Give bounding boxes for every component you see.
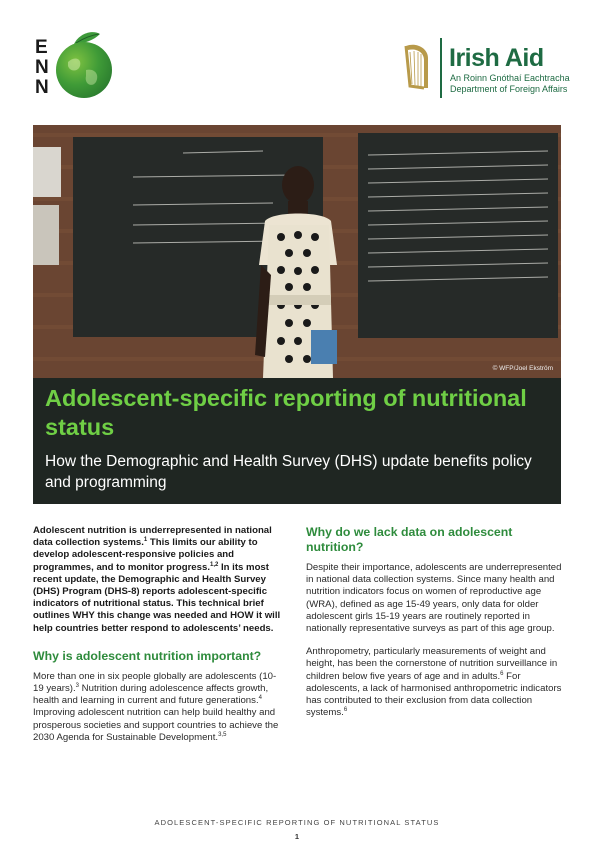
hero-photo	[33, 125, 561, 378]
logo-divider	[440, 38, 442, 98]
left-column	[33, 525, 283, 755]
section-heading-why-lack-data: Why do we lack data on adolescent nutrition?	[306, 525, 513, 554]
document-title: Adolescent-specific reporting of nutritional status	[45, 385, 527, 440]
enn-letter: N	[35, 77, 49, 98]
irish-aid-name: Irish Aid	[449, 44, 544, 72]
page-number: 1	[294, 832, 300, 841]
irish-aid-subtitle-irish: An Roinn Gnóthaí Eachtracha	[450, 73, 570, 83]
enn-globe-icon	[56, 42, 112, 98]
enn-logo-text	[35, 38, 51, 98]
harp-icon	[402, 42, 432, 92]
enn-letter: N	[35, 57, 49, 78]
page-header	[0, 0, 594, 125]
photo-credit: © WFP/Joel Ekström	[492, 365, 553, 372]
running-footer-title: ADOLESCENT-SPECIFIC REPORTING OF NUTRITIONAL STATUS	[154, 818, 440, 827]
enn-letter: E	[35, 37, 48, 58]
title-band	[33, 378, 561, 504]
classroom-photo-illustration	[33, 125, 561, 378]
body-paragraph: More than one in six people globally are adolescents (10-19 years).$^3$ Nutrition during adolescence affects growth, health and learning in current and future generations.$^4$ Improving adolescent nutrition can help build healthy and prosperous societies and support countries to achieve the 2030 Agenda for Sustainable Development.$^{3,5}$	[33, 670, 279, 743]
irish-aid-subtitle-english: Department of Foreign Affairs	[450, 84, 568, 94]
right-column	[306, 525, 564, 730]
document-subtitle: How the Demographic and Health Survey (DHS) update benefits policy and programming	[45, 453, 532, 491]
body-paragraph: Despite their importance, adolescents are underrepresented in national data collection systems. Since many health and nutrition indicators focus on women of reproductive age (WRA), defined as age 15-49 years, only data for older adolescent girls 15-19 years are routinely reported in nationally representative surveys as part of this age group.	[306, 562, 562, 635]
section-heading-why-important: Why is adolescent nutrition important?	[33, 648, 262, 663]
body-paragraph: Anthropometry, particularly measurements of weight and height, has been the cornerstone of nutrition surveillance in children below five years of age and in adults.$^6$ For adolescents, a lack of harmonised anthropometric indicators has contributed to their exclusion from data collection systems.$^6$	[306, 646, 562, 719]
intro-paragraph: Adolescent nutrition is underrepresented in national data collection systems.$^1$ This limits our ability to develop adolescent-responsive policies and programmes, and to monitor progress.$^{1,2}$ In its most recent update, the Demographic and Health Survey (DHS) Program (DHS-8) reports adolescent-specific indicators of nutritional status. This technical brief outlines WHY this change was needed and HOW it will help countries better respond to adolescents’ needs.	[33, 525, 281, 634]
